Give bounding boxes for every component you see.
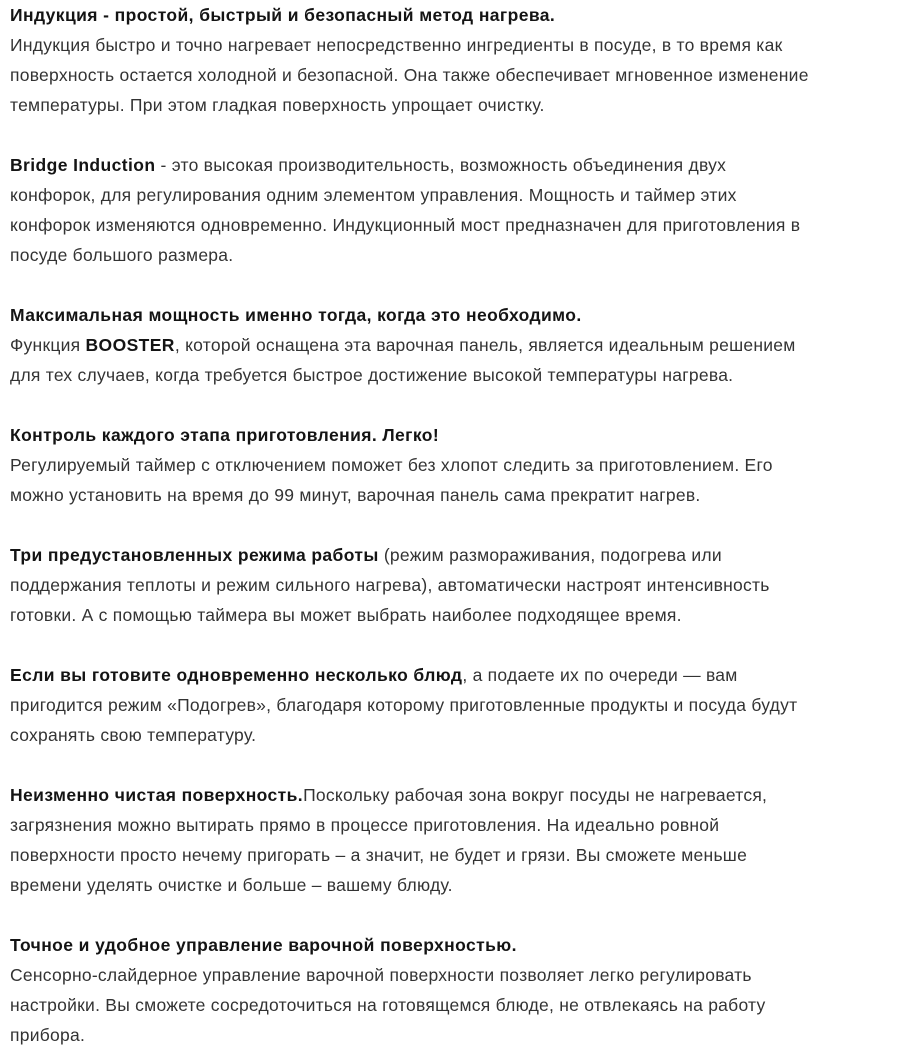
body-text: (режим размораживания, подогрева или [378, 545, 722, 565]
bold-text: Три предустановленных режима работы [10, 545, 379, 565]
body-text: Сенсорно-слайдерное управление варочной поверхности позволяет легко регулировать [10, 965, 752, 985]
text-line [10, 600, 903, 630]
text-line [10, 240, 903, 270]
body-text: готовки. А с помощью таймера вы может выбрать наиболее подходящее время. [10, 605, 682, 625]
body-text: прибора. [10, 1025, 86, 1045]
body-text: поддержания теплоты и режим сильного нагрева), автоматически настроят интенсивность [10, 575, 770, 595]
body-text: настройки. Вы сможете сосредоточиться на готовящемся блюде, не отвлекаясь на работу [10, 995, 766, 1015]
paragraph-block [10, 540, 903, 630]
body-text: сохранять свою температуру. [10, 725, 257, 745]
body-text: , а подаете их по очереди — вам [462, 665, 738, 685]
body-text: Поскольку рабочая зона вокруг посуды не нагревается, [303, 785, 768, 805]
paragraph-block [10, 150, 903, 270]
body-text: Индукция быстро и точно нагревает непосредственно ингредиенты в посуде, в то время как [10, 35, 783, 55]
body-text: Функция [10, 335, 86, 355]
body-text: пригодится режим «Подогрев», благодаря которому приготовленные продукты и посуда будут [10, 695, 798, 715]
text-line [10, 300, 903, 330]
bold-text: Максимальная мощность именно тогда, когда это необходимо. [10, 305, 582, 325]
text-line [10, 720, 903, 750]
body-text: , которой оснащена эта варочная панель, является идеальным решением [174, 335, 796, 355]
text-line [10, 420, 903, 450]
text-line [10, 30, 903, 60]
body-text: для тех случаев, когда требуется быстрое достижение высокой температуры нагрева. [10, 365, 734, 385]
text-line [10, 480, 903, 510]
text-line [10, 660, 903, 690]
bold-text: Bridge Induction [10, 155, 156, 175]
text-line [10, 990, 903, 1020]
body-text: поверхность остается холодной и безопасной. Она также обеспечивает мгновенное изменение [10, 65, 809, 85]
body-text: посуде большого размера. [10, 245, 234, 265]
text-line [10, 930, 903, 960]
bold-text: Если вы готовите одновременно несколько блюд [10, 665, 463, 685]
text-line [10, 540, 903, 570]
text-line [10, 1020, 903, 1050]
body-text: конфорок, для регулирования одним элементом управления. Мощность и таймер этих [10, 185, 737, 205]
paragraph-block [10, 0, 903, 120]
body-text: - это высокая производительность, возможность объединения двух [155, 155, 727, 175]
bold-text: BOOSTER [85, 335, 175, 355]
text-line [10, 690, 903, 720]
body-text: времени уделять очистке и больше – вашему блюду. [10, 875, 453, 895]
body-text: загрязнения можно вытирать прямо в процессе приготовления. На идеально ровной [10, 815, 720, 835]
body-text: поверхности просто нечему пригорать – а значит, не будет и грязи. Вы сможете меньше [10, 845, 748, 865]
body-text: температуры. При этом гладкая поверхность упрощает очистку. [10, 95, 545, 115]
paragraph-block [10, 660, 903, 750]
text-line [10, 330, 903, 360]
bold-text: Точное и удобное управление варочной поверхностью. [10, 935, 517, 955]
paragraph-block [10, 300, 903, 390]
bold-text: Контроль каждого этапа приготовления. Легко! [10, 425, 440, 445]
text-line [10, 840, 903, 870]
bold-text: Неизменно чистая поверхность. [10, 785, 304, 805]
body-text: Регулируемый таймер с отключением поможет без хлопот следить за приготовлением. Его [10, 455, 773, 475]
text-line [10, 780, 903, 810]
body-text: можно установить на время до 99 минут, варочная панель сама прекратит нагрев. [10, 485, 701, 505]
bold-text: Индукция - простой, быстрый и безопасный метод нагрева. [10, 5, 556, 25]
text-line [10, 0, 903, 30]
paragraph-block [10, 930, 903, 1050]
text-line [10, 360, 903, 390]
body-text: конфорок изменяются одновременно. Индукционный мост предназначен для приготовления в [10, 215, 801, 235]
text-line [10, 960, 903, 990]
text-line [10, 450, 903, 480]
text-line [10, 60, 903, 90]
paragraph-block [10, 420, 903, 510]
text-line [10, 570, 903, 600]
text-line [10, 870, 903, 900]
text-line [10, 150, 903, 180]
text-line [10, 90, 903, 120]
text-line [10, 810, 903, 840]
paragraph-block [10, 780, 903, 900]
text-line [10, 180, 903, 210]
text-line [10, 210, 903, 240]
